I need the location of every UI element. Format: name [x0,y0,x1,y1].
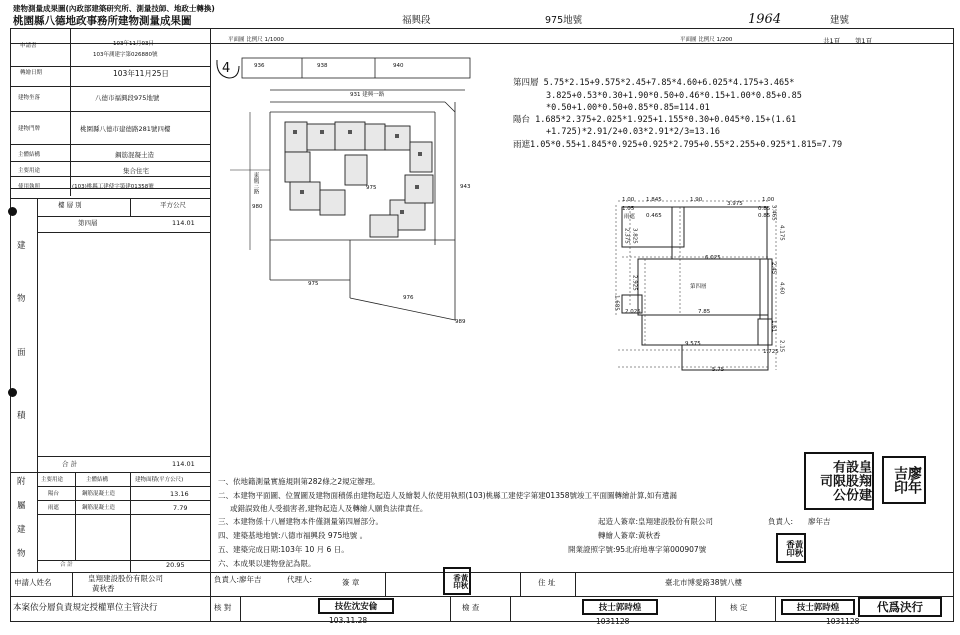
rep-label: 負責人: [768,517,794,526]
doorplate-value: 桃園縣八德市建德路281號四樓 [80,125,171,133]
site-lot-top-3: 940 [393,63,404,69]
lot-circle-number: 4 [222,61,231,76]
approve-stamp: 技士郭時煌 [781,599,855,615]
applicant-proxy: 代理人: [287,575,313,584]
site-lot-left: 980 [252,204,263,210]
area-col-floor: 樓 層 別 [58,201,82,209]
fp-dim-left-1: 2.375 [623,228,630,244]
note-4: 四、建築基地地號:八德市福興段 975地號 。 [218,531,368,540]
annex-total-value: 20.95 [166,561,185,569]
drafter-seal-1: 黃秋香印 [776,533,806,563]
survey-date-label: 轉繪日期 [20,70,43,76]
calc-line-3: *0.50+1.00*0.50+0.85*0.85=114.01 [546,103,710,113]
fp-label-rain: 雨遮 [624,214,636,220]
fp-dim-right-5: 1.61 [770,320,777,333]
use-label: 主要用途 [18,168,41,174]
calc-line-2: 3.825+0.53*0.30+1.90*0.50+0.46*0.15+1.00*0.85+0.85 [546,91,802,101]
annex-side-char-1: 附 [17,477,26,487]
applicant-agent: 黃秋香 [92,584,115,593]
scale-right: 平面圖 比例尺 1/200 [680,37,733,43]
approve-date: 1031128 [826,617,860,626]
annex-side-char-2: 屬 [17,501,26,511]
structure-label: 主體結構 [18,152,41,158]
doorplate-label: 建物門牌 [18,126,41,132]
site-road-label: 931 建興一路 [350,92,385,98]
doc-title: 桃園縣八德地政事務所建物測量成果圖 [13,15,192,27]
annex-col-struct: 主體結構 [86,477,109,483]
review-stamp: 技士郭時煌 [582,599,658,615]
fp-dim-top2-2: 0.465 [646,213,662,219]
permit-label: 使用執照 [18,184,41,190]
check-date: 103.11.28 [329,616,368,625]
location-value: 八德市福興段975地號 [95,94,160,102]
fp-dim-right-2: 3.465 [770,205,777,221]
punch-hole-top [8,207,17,216]
fp-dim-top-1: 1.00 [622,197,635,203]
page-total: 共1頁 [823,37,841,45]
delegate-stamp: 代爲決行 [858,597,942,617]
area-side-char-3: 面 [17,348,26,358]
annex-row2-struct: 鋼筋混凝土造 [82,505,116,511]
site-lot-bottom-right: 976 [403,295,414,301]
fp-dim-575: 5.75 [712,367,725,373]
fp-dim-1725: 1.725 [763,349,779,355]
fp-dim-top2-4: 0.85 [758,213,771,219]
applicant-name: 皇翔建設股份有限公司 [88,574,163,583]
fp-dim-left-v: 1.685 [613,295,620,311]
fp-dim-top-3: 1.90 [690,197,703,203]
calc-line-4: 陽台 1.685*2.375+2.025*1.925+1.155*0.30+0.045*0.15+(1.61 [513,115,797,125]
rep-name: 廖年吉 [808,517,831,526]
note-5: 五、建築完成日期:103年 10 月 6 日。 [218,545,349,554]
annex-col-use: 主要用途 [41,477,64,483]
fp-dim-top2-3: 0.85 [758,206,771,212]
fp-dim-left-3: 2.925 [631,275,638,291]
fp-dim-2025: 2.025 [625,309,641,315]
check-stamp: 技佐沈安倫 [318,598,394,614]
punch-hole-bottom [8,388,17,397]
apply-date-label: 申請書 [20,43,37,49]
applicant-seal: 黃秋香印 [443,567,471,595]
fp-dim-top-2: 1.845 [646,197,662,203]
annex-row1-struct: 鋼筋混凝土造 [82,491,116,497]
annex-row2-area: 7.79 [173,504,188,512]
fp-dim-top2-1: 1.05 [622,206,635,212]
applicant-label: 申請人姓名 [14,578,52,587]
review-label: 檢 查 [462,603,480,612]
area-side-char-1: 建 [17,241,26,251]
apply-date-1: 103年11月03日 [113,41,154,47]
calc-line-1: 第四層 5.75*2.15+9.575*2.45+7.85*4.60+6.025*4.175+3.465* [513,78,795,88]
handwritten-building-no: 1964 [748,12,782,27]
structure-value: 鋼筋混凝土造 [115,151,154,159]
scale-left: 平面圖 比例尺 1/1000 [228,37,284,43]
fp-dim-top-4: 3.975 [727,201,743,207]
applicant-rep: 負責人:廖年吉 [214,575,262,584]
area-col-unit: 平方公尺 [160,201,186,209]
location-label: 建物坐落 [18,95,41,101]
annex-total-label: 合 計 [60,562,73,568]
note-2: 二、本建物平面圖、位置圖及建物面積係由建物起造人及繪製人依使用執照(103)桃縣工建使字第建01358號竣工平面圖轉繪計算,如有遺漏 [218,491,677,500]
company-seal: 皇翔建設股份有限公司 [804,452,874,510]
site-lot-right: 943 [460,184,471,190]
page-current: 第1頁 [855,37,873,45]
area-total-value: 114.01 [172,460,195,468]
note-3: 三、本建物係十八層建物本件僅測量第四層部分。 [218,517,383,526]
fp-label-floor: 第四層 [690,284,707,290]
area-total-label: 合 計 [62,460,78,468]
note-1: 一、依地籍測量實施規則第282條之2規定辦理。 [218,477,380,486]
fp-dim-right-3: 4.60 [778,282,785,295]
lot-number: 975地號 [545,15,583,26]
applicant-sign: 簽 章 [342,578,360,587]
check-label: 核 對 [214,603,232,612]
fp-dim-right-1: 4.175 [778,225,785,241]
fp-dim-right-4: 2.45 [770,262,777,275]
calc-line-5: +1.725)*2.91/2+0.03*2.91*2/3=13.16 [546,127,720,137]
area-row-floor: 第四層 [78,219,98,227]
site-side-road: 東側三路 [252,172,259,194]
review-date: 1031128 [596,617,630,626]
area-side-char-2: 物 [17,294,26,304]
note-2b: 或錯誤致他人受損害者,建物起造人及轉繪人願負法律責任。 [230,504,428,513]
approve-label: 核 定 [730,603,748,612]
calc-line-6: 雨遮1.05*0.55+1.845*0.925+0.925*2.795+0.55*2.255+0.925*1.815=7.79 [513,140,843,150]
address-value: 臺北市博愛路38號八樓 [665,578,743,587]
address-label: 住 址 [538,578,556,587]
permit-value: (103)桃縣工建使字第建01358號 [72,184,154,190]
survey-date: 103年11月25日 [113,69,169,78]
annex-side-char-3: 建 [17,525,26,535]
fp-dim-9575: 9.575 [685,341,701,347]
note-6: 六、本成果以建物登記為限。 [218,559,316,568]
area-side-char-4: 積 [17,411,26,421]
fp-dim-right-6: 2.15 [778,340,785,353]
builder-signer: 起造人簽章:皇翔建設股份有限公司 [598,517,714,526]
annex-col-area: 建物面積(平方公尺) [135,477,184,483]
responsibility-note: 本案依分層負責規定授權單位主管決行 [13,603,158,613]
license-number: 開業證照字號:95北府地專字第000907號 [568,545,707,554]
agency-top: 建物測量成果圖(內政部建築研究所、測量技師、地政士轉換) [13,4,215,13]
apply-date-2: 103年測建字第026880號 [93,52,158,58]
annex-row2-use: 雨遮 [48,505,60,511]
section-name: 福興段 [402,15,431,26]
rep-seal: 廖年吉印 [882,456,926,504]
area-row-value: 114.01 [172,219,195,227]
annex-side-char-4: 物 [17,549,26,559]
drafter-signer: 轉繪人簽章:黃秋香 [598,531,661,540]
site-lot-main: 975 [366,185,377,191]
building-no-label: 建號 [830,15,850,26]
fp-dim-top-5: 1.00 [762,197,775,203]
use-value: 集合住宅 [123,167,149,175]
site-lot-top-1: 936 [254,63,265,69]
site-lot-bottom-left: 975 [308,281,319,287]
fp-dim-left-2: 3.825 [631,228,638,244]
site-lot-corner: 989 [455,319,466,325]
annex-row1-use: 陽台 [48,491,60,497]
fp-dim-785: 7.85 [698,309,711,315]
annex-row1-area: 13.16 [170,490,189,498]
site-lot-top-2: 938 [317,63,328,69]
fp-dim-mid: 6.025 [705,255,721,261]
